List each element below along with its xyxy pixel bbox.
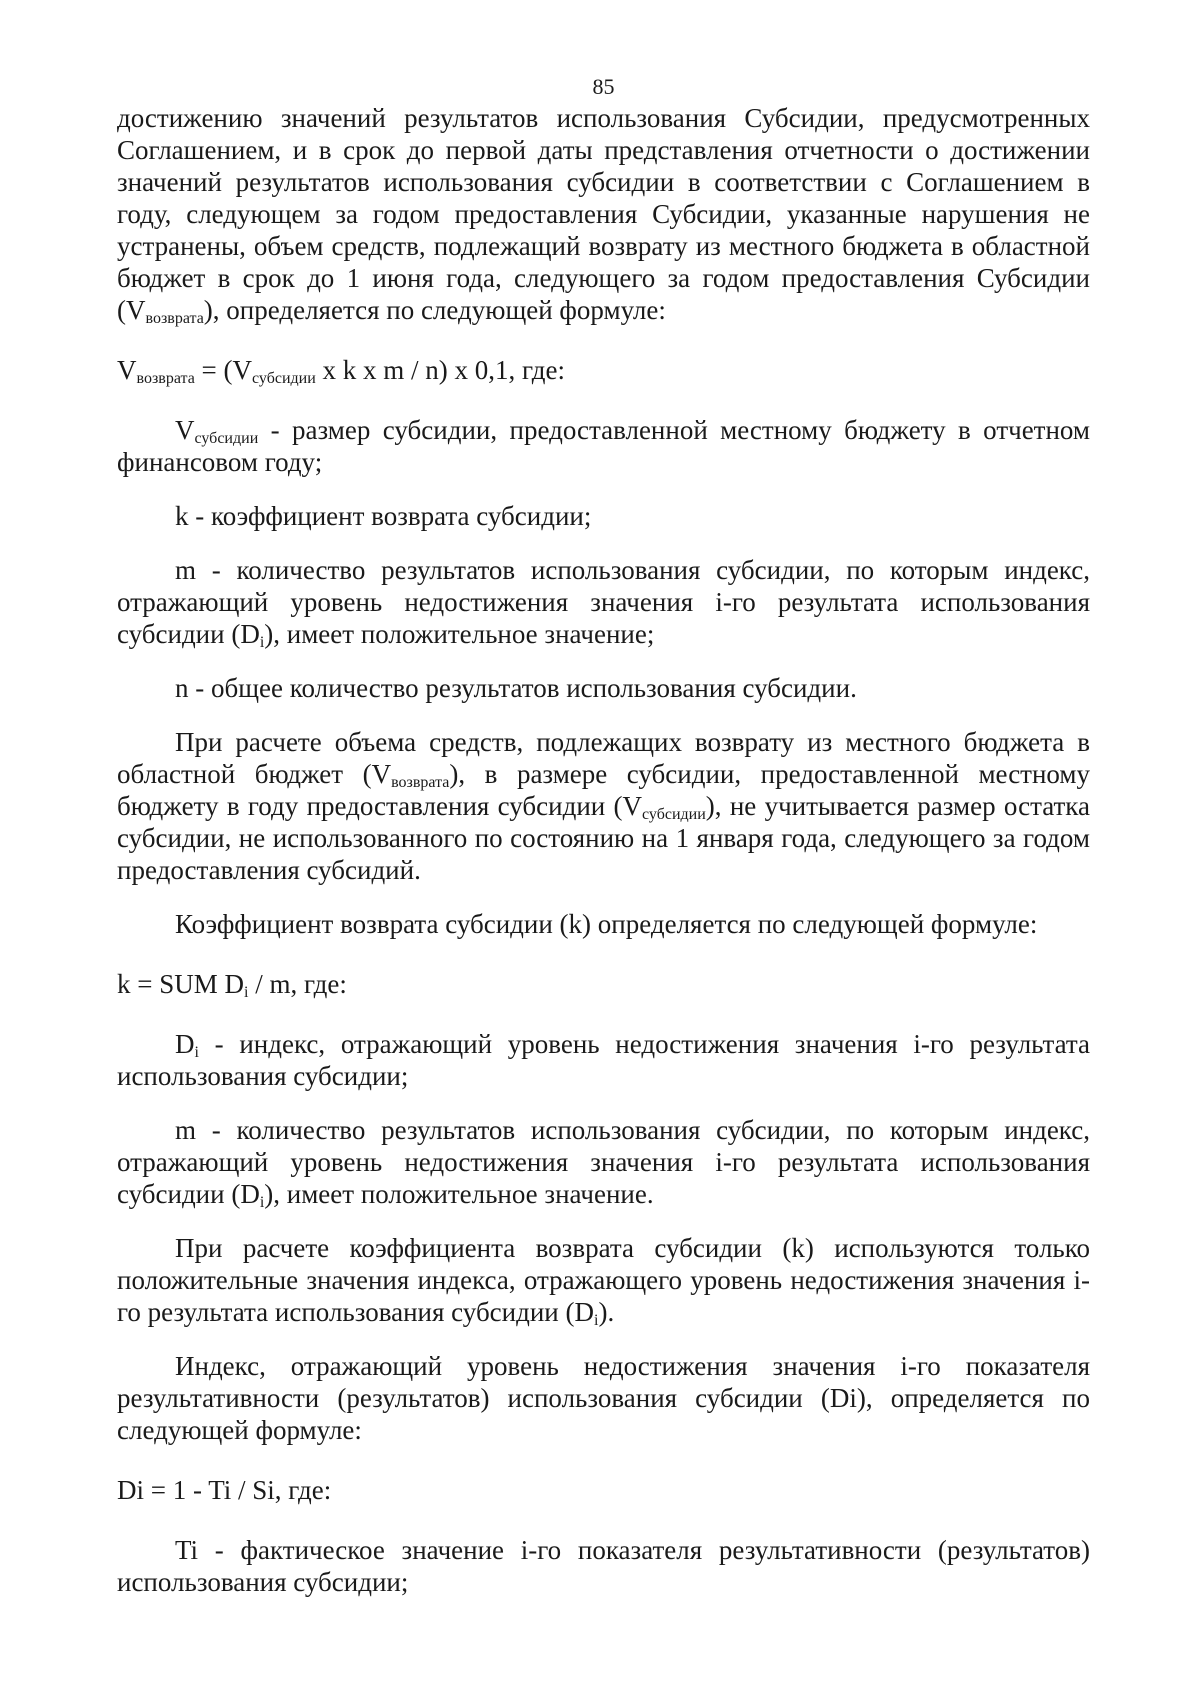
definition-ti: Ti - фактическое значение i-го показателя результативности (результатов) использования субсидии; [117,1535,1090,1597]
definition-v-subsidy [117,414,1090,478]
paragraph-remainder-note [117,726,1090,886]
page-number: 85 [592,74,615,99]
definition-k: k - коэффициент возврата субсидии; [175,501,592,531]
formula-text: k = SUM D [117,969,244,999]
paragraph-text: ). [598,1297,615,1327]
definition-m-repeat [117,1114,1090,1210]
definition-text: - размер субсидии, предоставленной местному бюджету в отчетном финансовом году; [117,415,1090,477]
formula-text: = (V [194,355,253,385]
paragraph-return-condition [117,102,1090,326]
subscript: возврата [136,370,195,387]
subscript: субсидии [194,430,259,447]
formula-text: x k x m / n) x 0,1, где: [315,355,565,385]
paragraph-text: ), в размере субсидии, предоставленной местному бюджету в году предоставления субсидии (V [117,759,1090,821]
subscript: i [259,1194,265,1211]
definition-text: D [175,1029,195,1059]
formula-k [117,968,1090,1000]
definition-m [117,554,1090,650]
formula-text: V [117,355,137,385]
subscript: i [194,1044,199,1061]
formula-return-volume [117,354,1090,386]
paragraph-text: ), не учитывается размер остатка субсидии, не использованного по состоянию на 1 января года, следующего за годом предоставления субсидий. [117,791,1090,885]
definition-text: - индекс, отражающий уровень недостижения значения i-го результата использования субсидии; [117,1029,1090,1091]
paragraph-text: При расчете коэффициента возврата субсидии (k) используются только положительные значения индекса, отражающего уровень недостижения значения i-го результата использования субсидии (D [117,1233,1090,1327]
subscript: субсидии [642,806,706,823]
definition-text: ), имеет положительное значение. [264,1179,654,1209]
subscript: i [594,1312,599,1329]
formula-di: Di = 1 - Ti / Si, где: [117,1475,332,1505]
definition-text: m - количество результатов использования субсидии, по которым индекс, отражающий уровень недостижения значения i-го результата использования субсидии (D [117,555,1090,649]
paragraph-k-intro: Коэффициент возврата субсидии (k) определяется по следующей формуле: [175,909,1038,939]
subscript: субсидии [252,370,316,387]
definition-di [117,1028,1090,1092]
paragraph-text: достижению значений результатов использования Субсидии, предусмотренных Соглашением, и в срок до первой даты представления отчетности о достижении значений результатов использования субсидии в соответствии с Соглашением в году, следующем за годом предоставления Субсидии, указанные нарушения не устранены, объем средств, подлежащий возврату из местного бюджета в областной бюджет в срок до 1 июня года, следующего за годом предоставления Субсидии (V [117,103,1090,325]
definition-text: ), имеет положительное значение; [264,619,655,649]
definition-text: m - количество результатов использования субсидии, по которым индекс, отражающий уровень недостижения значения i-го результата использования субсидии (D [117,1115,1090,1209]
paragraph-text: ), определяется по следующей формуле: [203,295,666,325]
subscript: возврата [145,310,204,327]
definition-text: V [175,415,195,445]
formula-text: / m, где: [248,969,347,999]
paragraph-text: При расчете объема средств, подлежащих возврату из местного бюджета в областной бюджет (V [117,727,1090,789]
subscript: i [259,634,265,651]
subscript: i [244,984,249,1001]
paragraph-di-intro: Индекс, отражающий уровень недостижения значения i-го показателя результативности (результатов) использования субсидии (Di), определяется по следующей формуле: [117,1351,1090,1445]
paragraph-positive-values [117,1232,1090,1328]
subscript: возврата [391,774,450,791]
definition-n: n - общее количество результатов использования субсидии. [175,673,857,703]
